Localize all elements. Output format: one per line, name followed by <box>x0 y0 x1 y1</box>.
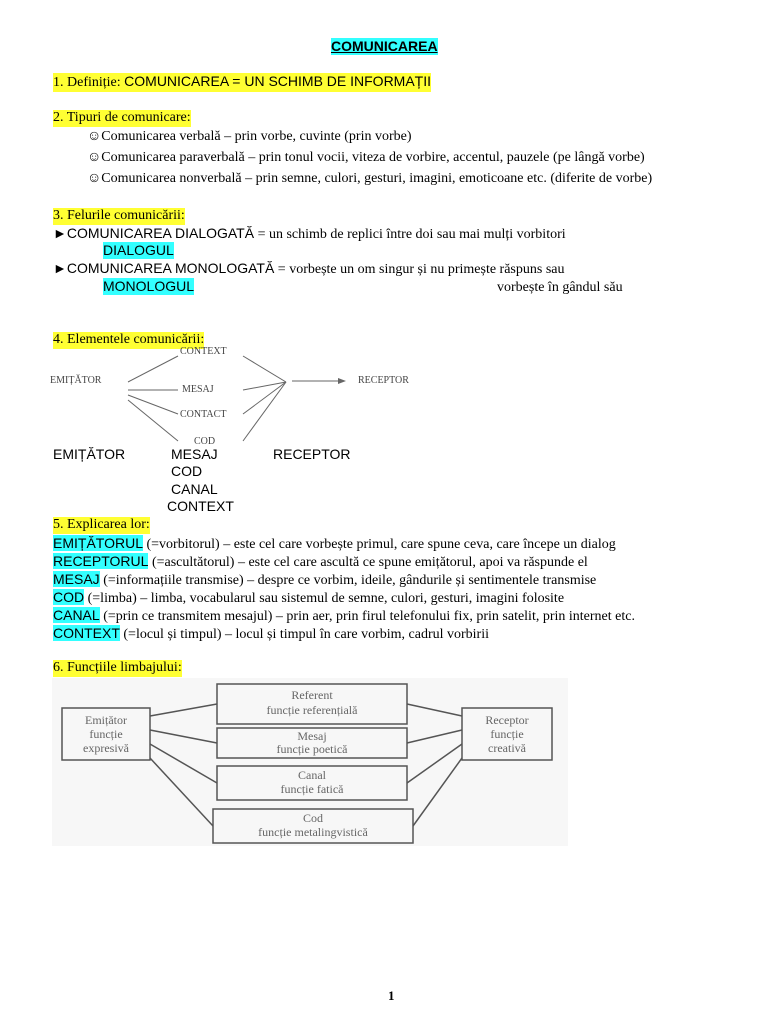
explanation-text: (=informațiile transmise) – despre ce vorbim, ideile, gândurile și sentimentele transmise <box>99 573 597 588</box>
definition-text: COMUNICAREA = UN SCHIMB DE INFORMAȚII <box>124 73 432 89</box>
fn-mesaj-function: funcție poetică <box>276 742 348 756</box>
communication-elements-diagram <box>48 340 448 448</box>
explanation-text: (=prin ce transmitem mesajul) – prin aer, prin firul telefonului fix, prin satelit, prin internet etc. <box>99 609 635 624</box>
section-6-heading: 6. Funcțiile limbajului: <box>53 660 182 675</box>
explanation-text: (=vorbitorul) – este cel care vorbește primul, care spune ceva, care începe un dialog <box>142 537 616 552</box>
dialog-definition <box>53 225 566 244</box>
fn-receptor-title: Receptor <box>485 713 529 727</box>
fn-cod-title: Cod <box>302 811 324 825</box>
explanation-row <box>53 571 596 590</box>
monolog-rest: = vorbește un om singur și nu primește răspuns sau <box>274 262 565 277</box>
fn-receptor-line3: creativă <box>488 741 526 755</box>
list-item: ☺Comunicarea nonverbală – prin semne, culori, gesturi, imagini, emoticoane etc. (diferite de vorbe) <box>87 171 653 186</box>
diagram-cod-label: COD <box>194 436 216 447</box>
explanation-row <box>53 535 616 554</box>
monolog-label: MONOLOGUL <box>103 278 195 294</box>
fn-cod-function: funcție metalingvistică <box>258 825 368 839</box>
explanation-row <box>53 589 564 608</box>
row-emitator: EMIȚĂTOR <box>53 446 126 462</box>
fn-referent-function: funcție referențială <box>266 703 358 717</box>
term-cod: COD <box>53 589 85 605</box>
fn-emitator-line3: expresivă <box>83 741 129 755</box>
row-cod: COD <box>171 463 203 479</box>
list-item: ☺Comunicarea paraverbală – prin tonul vocii, viteza de vorbire, accentul, pauzele (pe lângă vorbe) <box>87 150 645 165</box>
section-4-heading: 4. Elementele comunicării: <box>53 332 205 347</box>
monolog-lead: ►COMUNICAREA MONOLOGATĂ <box>53 260 275 276</box>
term-canal: CANAL <box>53 607 100 623</box>
diagram-contact-label: CONTACT <box>180 409 227 420</box>
fn-emitator-title: Emițător <box>85 713 127 727</box>
section-5-heading: 5. Explicarea lor: <box>53 517 150 532</box>
diagram-context-label: CONTEXT <box>180 346 227 357</box>
list-item: ☺Comunicarea verbală – prin vorbe, cuvinte (prin vorbe) <box>87 129 412 144</box>
term-receptorul: RECEPTORUL <box>53 553 149 569</box>
section-2-heading: 2. Tipuri de comunicare: <box>53 110 191 125</box>
diagram-mesaj-label: MESAJ <box>182 384 214 395</box>
term-emitatorul: EMIȚĂTORUL <box>53 535 143 551</box>
dialog-label: DIALOGUL <box>103 242 174 258</box>
page-number: 1 <box>388 988 395 1003</box>
definition-number: 1. Definiție: <box>53 75 125 90</box>
explanation-row <box>53 607 635 626</box>
explanation-row <box>53 553 588 572</box>
diagram-emitator-label: EMIȚĂTOR <box>50 375 102 386</box>
row-mesaj: MESAJ <box>171 446 218 462</box>
explanation-text: (=ascultătorul) – este cel care ascultă ce spune emițătorul, apoi va răspunde el <box>148 555 588 570</box>
page-title: COMUNICAREA <box>331 38 438 54</box>
explanation-text: (=locul și timpul) – locul și timpul în care vorbim, cadrul vorbirii <box>119 627 489 642</box>
fn-emitator-line2: funcție <box>89 727 123 741</box>
language-functions-diagram <box>52 678 568 846</box>
row-receptor: RECEPTOR <box>273 446 351 462</box>
monolog-continuation: vorbește în gândul său <box>497 280 623 295</box>
fn-canal-function: funcție fatică <box>280 782 344 796</box>
definition-line <box>53 73 431 92</box>
monolog-definition <box>53 260 565 279</box>
fn-receptor-line2: funcție <box>490 727 524 741</box>
fn-canal-title: Canal <box>298 768 326 782</box>
explanation-text: (=limba) – limba, vocabularul sau sistemul de semne, culori, gesturi, imagini folosite <box>84 591 565 606</box>
row-context: CONTEXT <box>167 498 234 514</box>
diagram-receptor-label: RECEPTOR <box>358 375 409 386</box>
fn-referent-title: Referent <box>291 688 333 702</box>
fn-mesaj-title: Mesaj <box>297 729 327 743</box>
dialog-rest: = un schimb de replici între doi sau mai mulți vorbitori <box>254 227 566 242</box>
term-context: CONTEXT <box>53 625 120 641</box>
term-mesaj: MESAJ <box>53 571 100 587</box>
explanation-row <box>53 625 489 644</box>
row-canal: CANAL <box>171 481 218 497</box>
section-3-heading: 3. Felurile comunicării: <box>53 208 185 223</box>
dialog-lead: ►COMUNICAREA DIALOGATĂ <box>53 225 255 241</box>
